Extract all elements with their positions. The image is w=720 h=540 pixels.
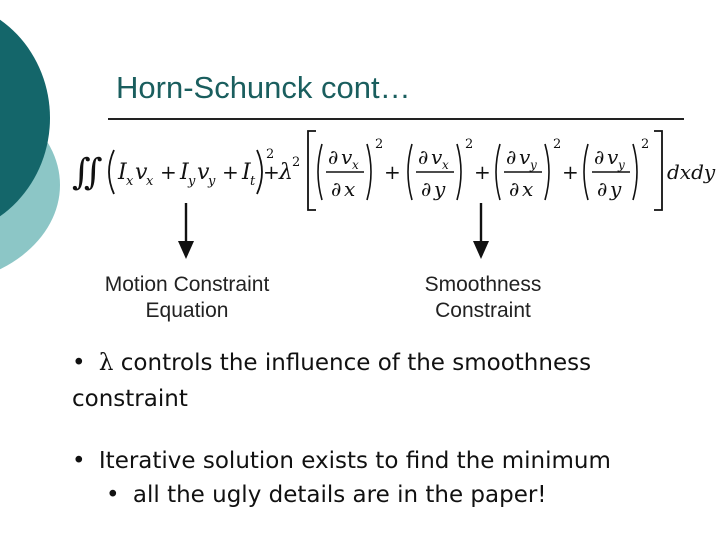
term3-partial: ∂: [506, 145, 517, 169]
eq-sub-y: y: [208, 174, 216, 189]
eq-v: v: [197, 160, 210, 185]
bullet-1: [72, 350, 591, 376]
term1-partial-den: ∂: [331, 177, 342, 201]
bullet-2-text: Iterative solution exists to find the minimum: [98, 448, 611, 474]
bullet-2: [72, 448, 611, 474]
smooth-label-line1: Smoothness: [424, 273, 542, 296]
right-bracket: [654, 131, 662, 210]
term1-partial: ∂: [328, 145, 339, 169]
term2-v: v: [431, 145, 443, 169]
term4-right-paren: [633, 144, 637, 200]
term4-partial-den: ∂: [597, 177, 608, 201]
term4-v-sub: y: [618, 158, 625, 172]
term2-v-sub: x: [442, 158, 449, 172]
bullet-dot: •: [106, 482, 120, 508]
term4-partial: ∂: [594, 145, 605, 169]
term3-v: v: [519, 145, 531, 169]
eq-sub-t: t: [250, 174, 256, 189]
eq-paren-exp: 2: [266, 147, 275, 162]
eq-plus: +: [263, 160, 280, 184]
term3-left-paren: [496, 144, 500, 200]
term2-right-paren: [457, 144, 461, 200]
eq-I: I: [118, 160, 127, 185]
arrow-down-icon: [176, 203, 196, 261]
right-paren: [257, 150, 262, 194]
title-underline: [108, 118, 684, 120]
term2-exp: 2: [465, 137, 474, 152]
term4-den-y: y: [610, 177, 622, 201]
eq-sub-x: x: [126, 174, 134, 189]
slide-title: Horn-Schunck cont…: [116, 70, 411, 105]
term1-right-paren: [367, 144, 371, 200]
eq-plus: +: [160, 160, 177, 184]
motion-constraint-label: [80, 272, 294, 324]
eq-plus: +: [562, 160, 579, 184]
left-bracket: [308, 131, 316, 210]
bullet-1-text: controls the influence of the smoothness: [113, 350, 592, 376]
eq-I: I: [242, 160, 251, 185]
eq-sub-x: x: [146, 174, 154, 189]
term1-den-x: x: [344, 177, 356, 201]
sub-bullet-1: [106, 482, 547, 508]
eq-plus: +: [222, 160, 239, 184]
term3-right-paren: [545, 144, 549, 200]
term2-partial: ∂: [418, 145, 429, 169]
term2-left-paren: [408, 144, 412, 200]
term3-den-x: x: [522, 177, 534, 201]
bullet-1-lambda: λ: [98, 350, 114, 376]
term2-partial-den: ∂: [421, 177, 432, 201]
bullet-dot: •: [72, 448, 86, 474]
term4-left-paren: [584, 144, 588, 200]
eq-I: I: [180, 160, 189, 185]
term1-v-sub: x: [352, 158, 359, 172]
eq-lambda-exp: 2: [292, 155, 301, 170]
bullet-1-line2: constraint: [72, 386, 188, 412]
motion-label-line1: Motion Constraint: [104, 273, 270, 296]
eq-plus: +: [474, 160, 491, 184]
term3-partial-den: ∂: [509, 177, 520, 201]
left-paren: [109, 150, 114, 194]
eq-plus: +: [384, 160, 401, 184]
double-integral: ∬: [72, 152, 103, 193]
eq-lambda: λ: [279, 160, 293, 185]
eq-sub-y: y: [188, 174, 196, 189]
arrow-down-icon: [471, 203, 491, 261]
eq-dxdy: dxdy: [667, 160, 716, 184]
term4-v: v: [607, 145, 619, 169]
term1-exp: 2: [375, 137, 384, 152]
term1-left-paren: [318, 144, 322, 200]
bullet-dot: •: [72, 350, 86, 376]
term2-den-y: y: [434, 177, 446, 201]
smooth-label-line2: Constraint: [435, 299, 531, 322]
motion-label-line2: Equation: [145, 299, 229, 322]
horn-schunck-equation: [66, 124, 716, 214]
sub-bullet-1-text: all the ugly details are in the paper!: [132, 482, 547, 508]
eq-v: v: [135, 160, 148, 185]
smoothness-constraint-label: [392, 272, 574, 324]
term3-exp: 2: [553, 137, 562, 152]
term1-v: v: [341, 145, 353, 169]
term4-exp: 2: [641, 137, 650, 152]
term3-v-sub: y: [530, 158, 537, 172]
